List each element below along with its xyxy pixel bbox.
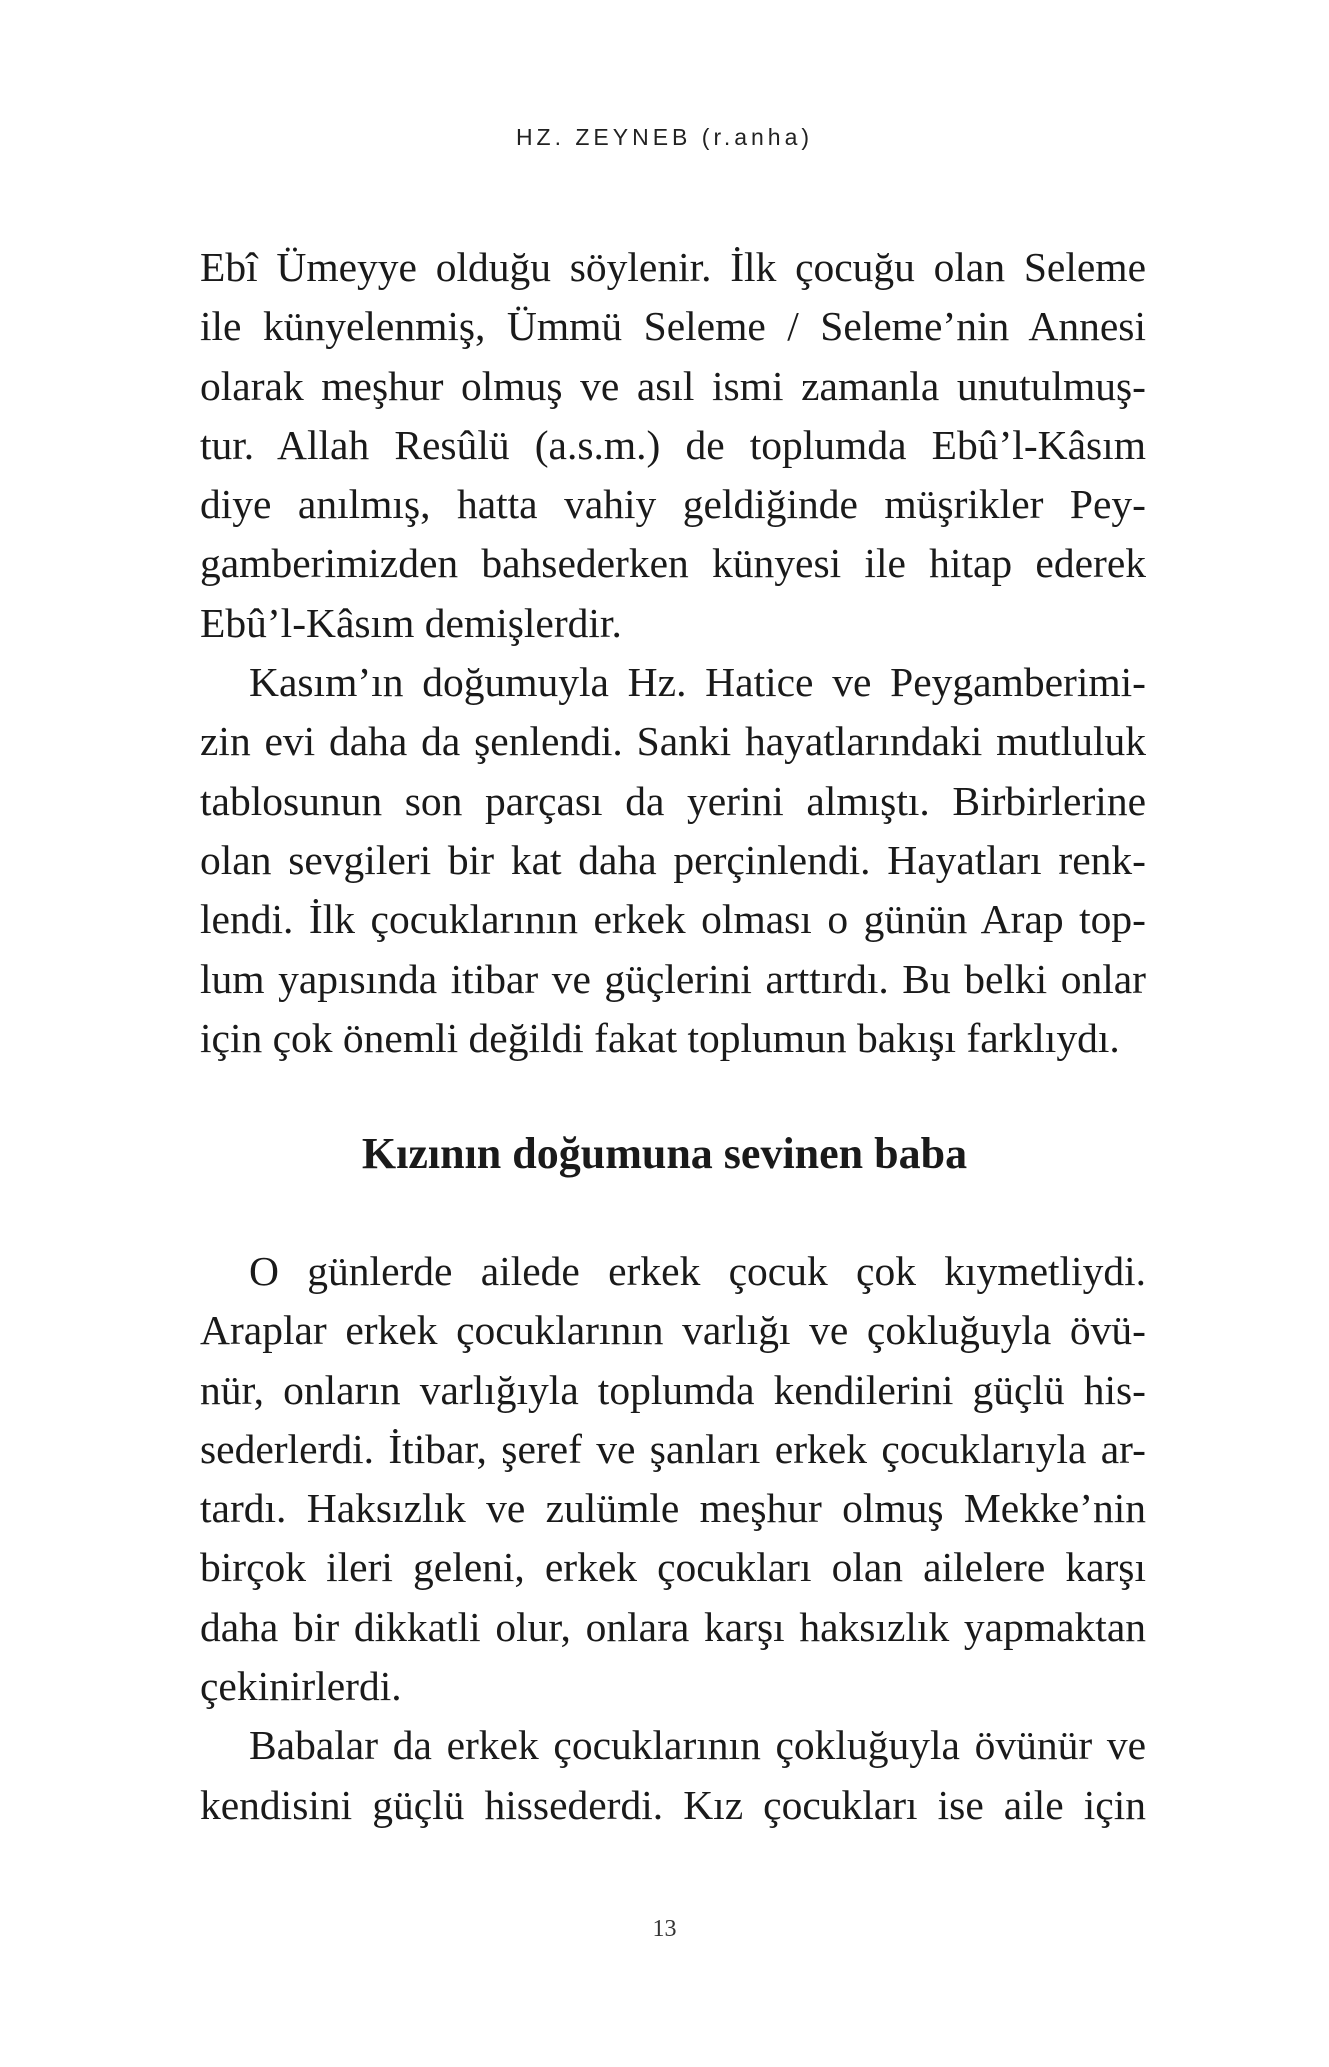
text-line: birçok ileri geleni, erkek çocukları olan ailelere karşı (200, 1544, 1146, 1591)
text-line: gamberimizden bahsederken künyesi ile hitap ederek (200, 540, 1146, 587)
paragraph-3 (200, 1242, 1146, 1716)
body-text-bottom (200, 1242, 1146, 1835)
paragraph-4 (200, 1716, 1146, 1835)
text-line: lum yapısında itibar ve güçlerini arttırdı. Bu belki onlar (200, 955, 1146, 1002)
text-line: kendisini güçlü hissederdi. Kız çocukları ise aile için (200, 1781, 1146, 1828)
text-line: için çok önemli değildi fakat toplumun bakışı farklıydı. (200, 1014, 1120, 1061)
paragraph-2 (200, 653, 1146, 1068)
text-line: ile künyelenmiş, Ümmü Seleme / Seleme’nin Annesi (200, 303, 1146, 350)
page-number: 13 (652, 1916, 677, 1942)
text-line: O günlerde ailede erkek çocuk çok kıymetliydi. (249, 1248, 1146, 1294)
text-line: tardı. Haksızlık ve zulümle meşhur olmuş Mekke’nin (200, 1485, 1146, 1532)
text-line: daha bir dikkatli olur, onlara karşı haksızlık yapmaktan (200, 1603, 1146, 1650)
body-text-top (200, 238, 1146, 1068)
text-line: olarak meşhur olmuş ve asıl ismi zamanla unutulmuş- (200, 362, 1146, 409)
text-line: Kasım’ın doğumuyla Hz. Hatice ve Peygamberimi- (249, 659, 1146, 706)
text-line: tur. Allah Resûlü (a.s.m.) de toplumda Ebû’l-Kâsım (200, 421, 1146, 468)
text-line: sederlerdi. İtibar, şeref ve şanları erkek çocuklarıyla ar- (200, 1425, 1146, 1472)
paragraph-1 (200, 238, 1146, 653)
running-header: HZ. ZEYNEB (r.anha) (515, 124, 814, 150)
text-line: olan sevgileri bir kat daha perçinlendi. Hayatları renk- (200, 836, 1146, 883)
text-line: nür, onların varlığıyla toplumda kendilerini güçlü his- (200, 1366, 1146, 1413)
text-line: Babalar da erkek çocuklarının çokluğuyla övünür ve (249, 1722, 1146, 1769)
text-line: Araplar erkek çocuklarının varlığı ve çokluğuyla övü- (200, 1307, 1146, 1354)
text-line: Ebû’l-Kâsım demişlerdir. (200, 599, 622, 646)
text-line: zin evi daha da şenlendi. Sanki hayatlarındaki mutluluk (200, 718, 1146, 765)
text-line: çekinirlerdi. (200, 1663, 402, 1710)
text-line: diye anılmış, hatta vahiy geldiğinde müşrikler Pey- (200, 481, 1146, 528)
text-line: Ebî Ümeyye olduğu söylenir. İlk çocuğu olan Seleme (200, 244, 1146, 290)
text-line: tablosunun son parçası da yerini almıştı. Birbirlerine (200, 777, 1146, 824)
section-heading: Kızının doğumuna sevinen baba (361, 1129, 968, 1178)
text-line: lendi. İlk çocuklarının erkek olması o günün Arap top- (200, 896, 1146, 943)
